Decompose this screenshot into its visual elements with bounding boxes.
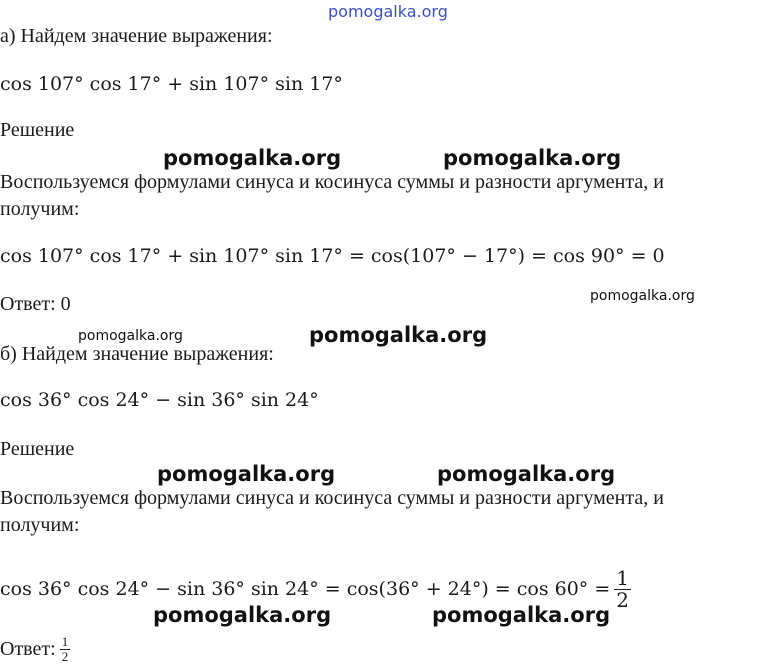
part-b-explanation-line1: Воспользуемся формулами синуса и косинуса суммы и разности аргумента, и: [0, 487, 664, 509]
part-b-expression: cos 36° cos 24° − sin 36° sin 24°: [0, 389, 319, 411]
part-b-heading: б) Найдем значение выражения:: [0, 343, 274, 365]
watermark-1: pomogalka.org: [163, 146, 342, 170]
part-b-calc-fraction: [614, 565, 631, 612]
watermark-3: pomogalka.org: [590, 288, 695, 304]
part-b-answer-fraction: [60, 635, 71, 663]
watermark-2: pomogalka.org: [443, 146, 622, 170]
part-a-explanation-line2: получим:: [0, 198, 80, 220]
part-a-explanation-line1: Воспользуемся формулами синуса и косинуса суммы и разности аргумента, и: [0, 171, 664, 193]
watermark-top: pomogalka.org: [328, 2, 448, 21]
fraction-numerator: 1: [616, 565, 629, 590]
part-a-answer: Ответ: 0: [0, 293, 71, 315]
watermark-8: pomogalka.org: [153, 603, 332, 627]
part-b-answer-label: Ответ:: [0, 638, 56, 660]
part-b-calculation: cos 36° cos 24° − sin 36° sin 24° = cos(36° + 24°) = cos 60° =: [0, 578, 611, 600]
fraction-denominator: 2: [61, 648, 69, 664]
part-a-expression: cos 107° cos 17° + sin 107° sin 17°: [0, 73, 343, 95]
part-b-solution-label: Решение: [0, 438, 75, 460]
part-b-answer-row: [0, 632, 70, 666]
part-b-explanation-line2: получим:: [0, 514, 80, 536]
watermark-9: pomogalka.org: [432, 603, 611, 627]
watermark-6: pomogalka.org: [157, 462, 336, 486]
part-a-heading: а) Найдем значение выражения:: [0, 25, 273, 47]
fraction-numerator: 1: [61, 633, 69, 649]
watermark-7: pomogalka.org: [437, 462, 616, 486]
watermark-4: pomogalka.org: [78, 328, 183, 344]
part-a-solution-label: Решение: [0, 119, 75, 141]
watermark-5: pomogalka.org: [309, 323, 488, 347]
fraction-denominator: 2: [616, 587, 629, 612]
part-a-calculation: cos 107° cos 17° + sin 107° sin 17° = cos(107° − 17°) = cos 90° = 0: [0, 245, 665, 267]
